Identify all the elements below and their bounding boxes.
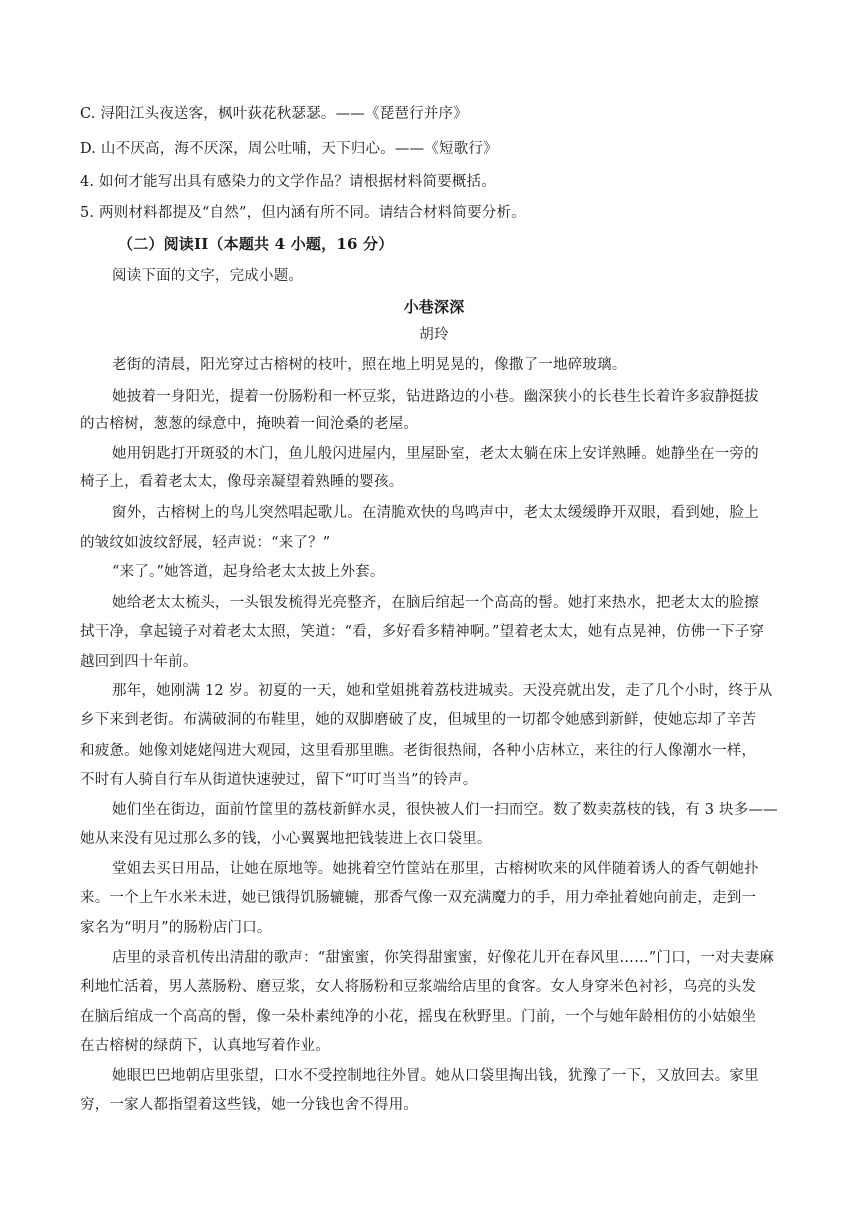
paragraph-line: 来。一个上午水米未进，她已饿得饥肠辘辘，那香气像一双充满魔力的手，用力牵扯着她向前走，走到一 (80, 890, 757, 906)
paragraph-line: 她们坐在街边，面前竹筐里的荔枝新鲜水灵，很快被人们一扫而空。数了数卖荔枝的钱，有 3 块多—— (112, 802, 778, 818)
paragraph-line: 拭干净，拿起镜子对着老太太照，笑道：“看，多好看多精神啊。”望着老太太，她有点晃神，仿佛一下子穿 (80, 624, 765, 640)
paragraph-line: 店里的录音机传出清甜的歌声：“甜蜜蜜，你笑得甜蜜蜜，好像花儿开在春风里……”门口，一对夫妻麻 (112, 950, 775, 966)
paragraph-line: 的古榕树，葱葱的绿意中，掩映着一间沧桑的老屋。 (80, 416, 419, 432)
question-5: 5. 两则材料都提及“自然”，但内涵有所不同。请结合材料简要分析。 (80, 205, 526, 221)
paragraph-line: 她眼巴巴地朝店里张望，口水不受控制地往外冒。她从口袋里掏出钱，犹豫了一下，又放回去。家里 (112, 1068, 759, 1084)
paragraph-line: “来了。”她答道，起身给老太太披上外套。 (112, 564, 385, 580)
paragraph-line: 乡下来到老街。布满破洞的布鞋里，她的双脚磨破了皮，但城里的一切都令她感到新鲜，使她忘却了辛苦 (80, 712, 757, 728)
option-d: D. 山不厌高，海不厌深，周公吐哺，天下归心。——《短歌行》 (80, 141, 498, 157)
paragraph-line: 窗外，古榕树上的鸟儿突然唱起歌儿。在清脆欢快的鸟鸣声中，老太太缓缓睁开双眼，看到她，脸上 (112, 505, 759, 521)
question-4: 4. 如何才能写出具有感染力的文学作品？请根据材料简要概括。 (80, 174, 496, 190)
paragraph-line: 那年，她刚满 12 岁。初夏的一天，她和堂姐挑着荔枝进城卖。天没亮就出发，走了几个小时，终于从 (112, 683, 773, 699)
section-heading: （二）阅读II（本题共 4 小题，16 分） (118, 235, 394, 253)
paragraph-line: 不时有人骑自行车从街道快速驶过，留下“叮叮当当”的铃声。 (80, 772, 478, 788)
paragraph-line: 在脑后绾成一个高高的髻，像一朵朴素纯净的小花，摇曳在秋野里。门前，一个与她年龄相仿的小姑娘坐 (80, 1009, 757, 1025)
paragraph-line: 她披着一身阳光，提着一份肠粉和一杯豆浆，钻进路边的小巷。幽深狭小的长巷生长着许多寂静挺拔 (112, 389, 759, 405)
paragraph-line: 穷，一家人都指望着这些钱，她一分钱也舍不得用。 (80, 1097, 419, 1113)
article-author: 胡玲 (419, 327, 449, 343)
paragraph-line: 她给老太太梳头，一头银发梳得光亮整齐，在脑后绾起一个高高的髻。她打来热水，把老太太的脸擦 (112, 595, 759, 611)
paragraph-line: 椅子上，看着老太太，像母亲凝望着熟睡的婴孩。 (80, 474, 404, 490)
paragraph-line: 利地忙活着，男人蒸肠粉、磨豆浆，女人将肠粉和豆浆端给店里的食客。女人身穿米色衬衫，乌亮的头发 (80, 979, 757, 995)
paragraph-line: 和疲惫。她像刘姥姥闯进大观园，这里看那里瞧。老街很热闹，各种小店林立，来往的行人像潮水一样， (80, 743, 757, 759)
section-instruction: 阅读下面的文字，完成小题。 (112, 268, 304, 284)
article-title: 小巷深深 (403, 298, 465, 316)
paragraph-line: 家名为“明月”的肠粉店门口。 (80, 920, 272, 936)
paragraph-line: 她用钥匙打开斑驳的木门，鱼儿般闪进屋内，里屋卧室，老太太躺在床上安详熟睡。她静坐在一旁的 (112, 446, 759, 462)
paragraph-line: 她从来没有见过那么多的钱，小心翼翼地把钱装进上衣口袋里。 (80, 831, 492, 847)
paragraph-line: 堂姐去买日用品，让她在原地等。她挑着空竹筐站在那里，古榕树吹来的风伴随着诱人的香气朝她扑 (112, 861, 759, 877)
option-c: C. 浔阳江头夜送客，枫叶荻花秋瑟瑟。——《琵琶行并序》 (80, 106, 468, 122)
paragraph-line: 老街的清晨，阳光穿过古榕树的枝叶，照在地上明晃晃的，像撒了一地碎玻璃。 (112, 357, 627, 373)
paragraph-line: 的皱纹如波纹舒展，轻声说：“来了？” (80, 535, 331, 551)
paragraph-line: 越回到四十年前。 (80, 654, 198, 670)
paragraph-line: 在古榕树的绿荫下，认真地写着作业。 (80, 1038, 330, 1054)
